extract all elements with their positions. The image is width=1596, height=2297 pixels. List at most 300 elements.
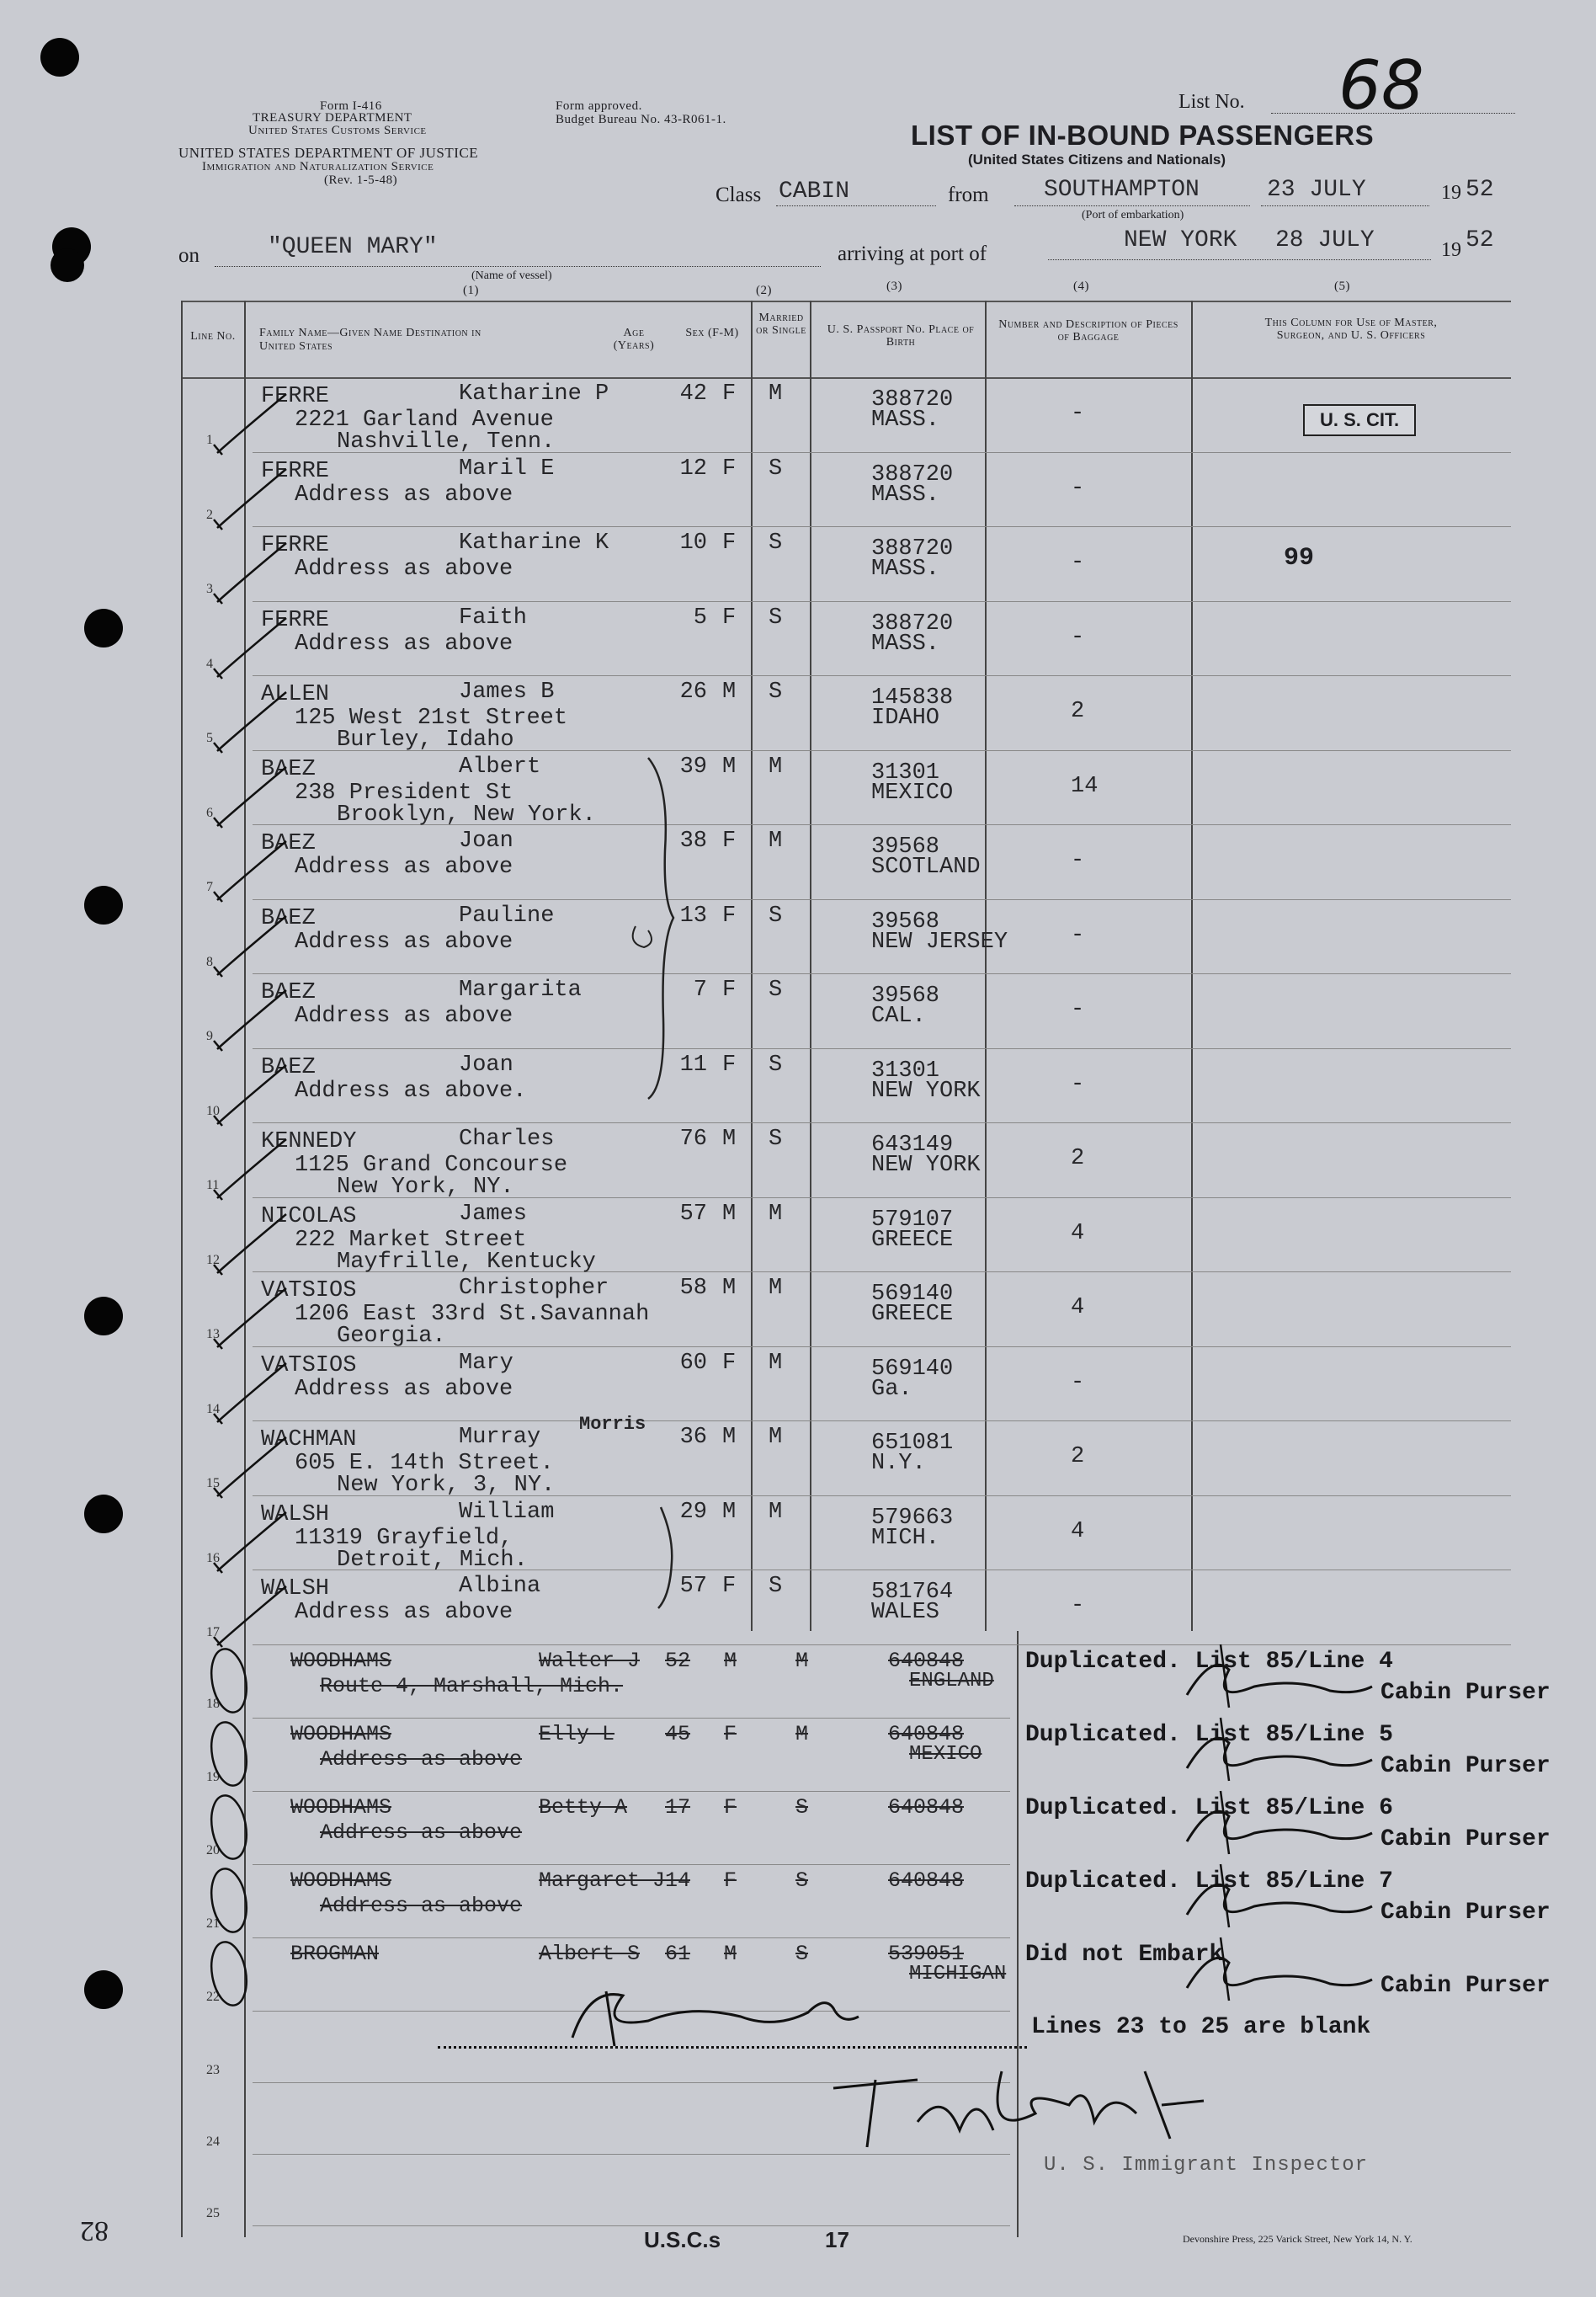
given-name: James B: [459, 680, 555, 705]
address-struck: Address as above: [320, 1893, 523, 1918]
sex-struck: M: [724, 1648, 737, 1673]
line-number: 8: [206, 954, 213, 969]
check-mark: [202, 386, 295, 461]
marital-status: M: [769, 1499, 783, 1525]
marital-status: S: [769, 605, 783, 631]
baggage: 2: [1071, 699, 1085, 724]
check-mark: [202, 1355, 295, 1431]
sex: M: [722, 680, 737, 705]
immigration-service: Immigration and Naturalization Service: [202, 160, 434, 173]
line-number: 22: [206, 1989, 220, 2004]
cancel-circle-mark: [195, 1640, 271, 1720]
arriving-port: NEW YORK: [1124, 227, 1237, 253]
age: 26: [679, 680, 707, 705]
line-number: 25: [206, 2205, 220, 2220]
age-struck: 17: [665, 1794, 691, 1820]
place-of-birth: MASS.: [871, 631, 940, 657]
given-name: Katharine P: [459, 381, 609, 407]
age: 39: [679, 754, 707, 780]
header-passport: U. S. Passport No. Place of Birth: [827, 323, 975, 349]
passport-number: 31301: [871, 759, 940, 786]
list-no-label: List No.: [1178, 91, 1245, 113]
place-of-birth: CAL.: [871, 1004, 926, 1029]
check-mark: [202, 1131, 295, 1207]
passport-number: 651081: [871, 1431, 954, 1456]
from-year-prefix: 19: [1441, 182, 1461, 204]
walsh-bracket: [648, 1503, 690, 1612]
header-name: Family Name—Given Name Destination in United States: [259, 327, 481, 353]
given-name: Faith: [459, 605, 528, 631]
sex: F: [722, 1052, 737, 1078]
header-baggage: Number and Description of Pieces of Baggage: [998, 318, 1178, 344]
col-marker-4: (4): [1073, 280, 1089, 293]
sex-struck: F: [724, 1721, 737, 1746]
marital-status: S: [769, 1574, 783, 1599]
marital-status: M: [769, 1276, 783, 1301]
family-name: BAEZ: [261, 905, 316, 931]
marital-status-struck: S: [795, 1868, 809, 1893]
baggage: 14: [1071, 773, 1099, 799]
passport-number: 579107: [871, 1207, 954, 1233]
age: 10: [679, 530, 707, 556]
address-line-1: Address as above: [295, 1004, 513, 1029]
baggage: -: [1071, 1593, 1085, 1618]
baggage: -: [1071, 624, 1085, 650]
marital-status: S: [769, 1052, 783, 1078]
row-separator: [253, 675, 1511, 676]
address-line-2: New York, 3, NY.: [337, 1473, 556, 1498]
family-bracket: [623, 749, 690, 1103]
family-name-struck: BROGMAN: [290, 1941, 380, 1966]
address-line-2: Detroit, Mich.: [337, 1547, 528, 1573]
inspector-signature: [817, 2055, 1237, 2156]
given-name: Joan: [459, 829, 513, 854]
family-name: VATSIOS: [261, 1352, 357, 1378]
place-of-birth: NEW YORK: [871, 1153, 981, 1178]
check-mark: [202, 610, 295, 685]
purser-initials: [1162, 1636, 1381, 1712]
check-mark: [202, 461, 295, 536]
passport-number: 643149: [871, 1133, 954, 1158]
line-number: 14: [206, 1401, 220, 1416]
line-number: 4: [206, 656, 213, 671]
address-line-1: Address as above.: [295, 1078, 527, 1104]
header-age: Age (Years): [613, 327, 655, 352]
passport-number: 388720: [871, 610, 954, 637]
col-divider: [985, 301, 987, 1631]
sex: M: [722, 1499, 737, 1525]
check-mark: [202, 982, 295, 1058]
given-name: James: [459, 1201, 528, 1227]
line-number: 2: [206, 507, 213, 522]
passport-number: 39568: [871, 909, 940, 935]
family-name-struck: WOODHAMS: [290, 1721, 392, 1746]
marital-status: S: [769, 978, 783, 1003]
family-name: WALSH: [261, 1501, 330, 1527]
address-line-2: Mayfrille, Kentucky: [337, 1249, 596, 1275]
line-number: 3: [206, 582, 213, 596]
age: 12: [679, 456, 707, 482]
marital-status: S: [769, 530, 783, 556]
address-line-1: 1206 East 33rd St.Savannah: [295, 1302, 650, 1327]
given-name: Pauline: [459, 903, 555, 929]
from-value: SOUTHAMPTON: [1044, 177, 1200, 203]
baggage: -: [1071, 922, 1085, 948]
family-name: KENNEDY: [261, 1129, 357, 1154]
line-number: 16: [206, 1550, 220, 1565]
baggage: -: [1071, 475, 1085, 501]
baggage: -: [1071, 848, 1085, 873]
port-note: (Port of embarkation): [1082, 209, 1184, 221]
punch-hole: [84, 1297, 123, 1335]
punch-hole: [84, 609, 123, 648]
class-label: Class: [716, 184, 762, 206]
passport-number: 145838: [871, 685, 954, 711]
sex: F: [722, 1574, 737, 1599]
place-of-birth: NEW JERSEY: [871, 929, 1008, 955]
header-sex: Sex (F-M): [685, 327, 739, 339]
place-of-birth: MASS.: [871, 408, 940, 433]
baggage: 2: [1071, 1146, 1085, 1171]
col-marker-1: (1): [463, 284, 479, 297]
punch-hole: [51, 248, 84, 282]
punch-hole: [84, 886, 123, 925]
col-divider: [181, 301, 183, 2237]
passport-struck: 539051: [888, 1941, 965, 1966]
header-line-no: Line No.: [190, 330, 236, 343]
sex-struck: F: [724, 1794, 737, 1820]
from-year: 52: [1466, 177, 1494, 203]
col-marker-2: (2): [756, 284, 772, 297]
check-mark: [202, 1429, 295, 1505]
sex: F: [722, 1350, 737, 1376]
place-of-birth: WALES: [871, 1600, 940, 1625]
baggage: 4: [1071, 1295, 1085, 1320]
marital-status: M: [769, 754, 783, 780]
given-name: Joan: [459, 1052, 513, 1078]
from-line: [1014, 205, 1250, 206]
passport-number: 31301: [871, 1058, 940, 1084]
sex: F: [722, 456, 737, 482]
header-bottom-rule: [181, 377, 1511, 379]
marital-status: M: [769, 1350, 783, 1376]
address-line-1: 222 Market Street: [295, 1227, 527, 1253]
purser-label: Cabin Purser: [1381, 1825, 1551, 1852]
passport-number: 581764: [871, 1580, 954, 1605]
row-separator: [253, 601, 1511, 602]
given-name-struck: Walter J: [539, 1648, 641, 1673]
sex: M: [722, 1425, 737, 1450]
address-struck: Address as above: [320, 1746, 523, 1772]
check-mark: [202, 1504, 295, 1580]
passport-struck: 640848: [888, 1868, 965, 1893]
class-line: [776, 205, 936, 206]
birth-struck: ENGLAND: [909, 1669, 994, 1692]
baggage: -: [1071, 401, 1085, 426]
officer-mark: 99: [1284, 544, 1315, 573]
line-number: 1: [206, 433, 213, 447]
baggage: -: [1071, 1071, 1085, 1097]
marital-status: M: [769, 1201, 783, 1227]
family-name-struck: WOODHAMS: [290, 1648, 392, 1673]
duplicate-remark: Duplicated. List 85/Line 5: [1025, 1721, 1393, 1748]
from-label: from: [948, 184, 989, 206]
marital-status: S: [769, 903, 783, 929]
family-name-struck: WOODHAMS: [290, 1794, 392, 1820]
purser-label: Cabin Purser: [1381, 1752, 1551, 1779]
treasury-dept: TREASURY DEPARTMENT: [253, 111, 412, 125]
passport-number: 39568: [871, 834, 940, 860]
header-officers: This Column for Use of Master, Surgeon, and U. S. Officers: [1264, 317, 1438, 342]
line-number: 20: [206, 1842, 220, 1857]
col-marker-3: (3): [886, 280, 902, 293]
given-name: Mary: [459, 1350, 513, 1376]
family-name: BAEZ: [261, 980, 316, 1005]
address-line-1: 11319 Grayfield,: [295, 1525, 513, 1551]
family-name-struck: WOODHAMS: [290, 1868, 392, 1893]
list-no-value: 68: [1338, 46, 1424, 125]
place-of-birth: MASS.: [871, 557, 940, 582]
row-separator: [253, 1937, 1010, 1938]
sex: M: [722, 1276, 737, 1301]
baggage: 2: [1071, 1444, 1085, 1469]
vessel-line: [215, 266, 821, 267]
place-of-birth: GREECE: [871, 1227, 954, 1253]
sex: F: [722, 829, 737, 854]
given-name-struck: Albert S: [539, 1941, 641, 1966]
family-name: BAEZ: [261, 756, 316, 782]
line-number: 18: [206, 1696, 220, 1711]
row-separator: [253, 973, 1511, 974]
sex: F: [722, 605, 737, 631]
passport-struck: 640848: [888, 1648, 965, 1673]
birth-struck: MICHIGAN: [909, 1962, 1007, 1985]
duplicate-remark: Duplicated. List 85/Line 6: [1025, 1794, 1393, 1821]
age: 13: [679, 903, 707, 929]
page-subtitle: (United States Citizens and Nationals): [968, 152, 1226, 168]
budget-bureau: Budget Bureau No. 43-R061-1.: [556, 113, 726, 126]
address-line-1: 1125 Grand Concourse: [295, 1153, 568, 1178]
row-separator: [253, 526, 1511, 527]
punch-hole: [84, 1970, 123, 2009]
row-separator: [253, 899, 1511, 900]
marital-status: S: [769, 1127, 783, 1152]
inspector-title: U. S. Immigrant Inspector: [1044, 2154, 1369, 2177]
header-married: Married or Single: [756, 312, 806, 337]
family-name: ALLEN: [261, 682, 330, 707]
duplicate-remark: Duplicated. List 85/Line 4: [1025, 1648, 1393, 1675]
family-name: FERRE: [261, 384, 330, 409]
purser-label: Cabin Purser: [1381, 1899, 1551, 1926]
check-mark: [202, 833, 295, 909]
col-marker-5: (5): [1334, 280, 1350, 293]
row-separator: [253, 1420, 1511, 1421]
family-name: NICOLAS: [261, 1203, 357, 1229]
family-name: BAEZ: [261, 831, 316, 856]
arriving-year: 52: [1466, 227, 1494, 253]
row-separator: [253, 1718, 1010, 1719]
place-of-birth: SCOTLAND: [871, 855, 981, 880]
from-date: 23 JULY: [1267, 177, 1366, 203]
family-name: WALSH: [261, 1576, 330, 1602]
line-number: 11: [206, 1178, 220, 1192]
col-divider: [810, 301, 811, 1631]
age: 76: [679, 1127, 707, 1152]
vessel-name: "QUEEN MARY": [268, 234, 438, 260]
passport-number: 569140: [871, 1356, 954, 1382]
on-label: on: [178, 244, 200, 267]
given-name: Murray: [459, 1425, 541, 1450]
punch-hole: [40, 38, 79, 77]
check-mark: [202, 1206, 295, 1282]
address-line-1: 605 E. 14th Street.: [295, 1451, 554, 1476]
given-name: Albert: [459, 754, 541, 780]
age: 11: [679, 1052, 707, 1078]
age: 57: [679, 1574, 707, 1599]
passport-number: 388720: [871, 536, 954, 562]
sex: F: [722, 530, 737, 556]
line-number: 12: [206, 1252, 220, 1267]
line-number: 6: [206, 805, 213, 820]
place-of-birth: MASS.: [871, 482, 940, 508]
sex: M: [722, 754, 737, 780]
family-name: VATSIOS: [261, 1278, 357, 1303]
col-divider: [751, 301, 753, 1631]
family-name: FERRE: [261, 607, 330, 633]
age: 42: [679, 381, 707, 407]
birth-struck: MEXICO: [909, 1742, 982, 1766]
given-name: Christopher: [459, 1276, 609, 1301]
table-top-rule: [181, 301, 1511, 302]
purser-initials: [1162, 1783, 1381, 1858]
sex: F: [722, 978, 737, 1003]
address-line-1: Address as above: [295, 482, 513, 508]
baggage: 4: [1071, 1518, 1085, 1544]
check-mark: [202, 684, 295, 759]
address-line-1: Address as above: [295, 855, 513, 880]
given-name-struck: Margaret J: [539, 1868, 666, 1893]
line-number: 21: [206, 1916, 220, 1931]
class-value: CABIN: [779, 179, 850, 205]
age: 57: [679, 1201, 707, 1227]
address-line-1: Address as above: [295, 1600, 513, 1625]
baggage: -: [1071, 997, 1085, 1022]
place-of-birth: IDAHO: [871, 706, 940, 731]
sex: F: [722, 903, 737, 929]
arriving-year-prefix: 19: [1441, 239, 1461, 261]
sex-struck: F: [724, 1868, 737, 1893]
line-number: 15: [206, 1476, 220, 1490]
us-citizen-stamp: U. S. CIT.: [1303, 404, 1416, 436]
footer-center: U.S.C.s: [644, 2227, 721, 2252]
address-line-1: Address as above: [295, 631, 513, 657]
check-mark: [202, 759, 295, 834]
given-name-struck: Elly L: [539, 1721, 615, 1746]
line-number: 7: [206, 880, 213, 894]
purser-label: Cabin Purser: [1381, 1972, 1551, 1999]
purser-initials: [1162, 1709, 1381, 1785]
given-name: Albina: [459, 1574, 541, 1599]
marital-status: S: [769, 456, 783, 482]
punch-hole: [84, 1495, 123, 1533]
age: 36: [679, 1425, 707, 1450]
purser-signature: [522, 1970, 875, 2055]
passport-number: 388720: [871, 461, 954, 488]
place-of-birth: NEW YORK: [871, 1078, 981, 1104]
form-revision: (Rev. 1-5-48): [324, 173, 398, 187]
age-struck: 14: [665, 1868, 691, 1893]
blank-lines-note: Lines 23 to 25 are blank: [1031, 2014, 1371, 2040]
from-date-line: [1261, 205, 1429, 206]
arriving-label: arriving at port of: [838, 242, 987, 265]
marital-status-struck: S: [795, 1794, 809, 1820]
family-name: WACHMAN: [261, 1427, 357, 1452]
address-struck: Address as above: [320, 1820, 523, 1845]
address-line-1: 2221 Garland Avenue: [295, 408, 554, 433]
duplicate-remark: Did not Embark: [1025, 1941, 1224, 1968]
check-mark: [202, 908, 295, 983]
arriving-line: [1048, 259, 1431, 260]
justice-dept: UNITED STATES DEPARTMENT OF JUSTICE: [178, 145, 479, 161]
cancel-circle-mark: [195, 1713, 271, 1793]
row-separator: [253, 1864, 1010, 1865]
line-number: 9: [206, 1029, 213, 1043]
address-line-2: Brooklyn, New York.: [337, 802, 596, 828]
address-line-1: Address as above: [295, 929, 513, 955]
place-of-birth: MEXICO: [871, 780, 954, 806]
address-line-2: Burley, Idaho: [337, 727, 514, 753]
address-line-2: New York, NY.: [337, 1175, 514, 1200]
age: 29: [679, 1499, 707, 1525]
age: 58: [679, 1276, 707, 1301]
baggage: -: [1071, 550, 1085, 575]
page-title: LIST OF IN-BOUND PASSENGERS: [911, 120, 1375, 151]
age: 38: [679, 829, 707, 854]
given-name: Maril E: [459, 456, 555, 482]
arriving-date: 28 JULY: [1275, 227, 1375, 253]
address-line-2: Georgia.: [337, 1324, 446, 1349]
marital-status-struck: S: [795, 1941, 809, 1966]
age-struck: 52: [665, 1648, 691, 1673]
family-name: FERRE: [261, 458, 330, 484]
purser-label: Cabin Purser: [1381, 1679, 1551, 1706]
marital-status-struck: M: [795, 1648, 809, 1673]
given-name-struck: Betty A: [539, 1794, 628, 1820]
passport-struck: 640848: [888, 1794, 965, 1820]
age-struck: 45: [665, 1721, 691, 1746]
passport-number: 39568: [871, 983, 940, 1009]
given-name: Charles: [459, 1127, 555, 1152]
line-number: 23: [206, 2062, 220, 2077]
age-struck: 61: [665, 1941, 691, 1966]
given-name-correction: Morris: [579, 1414, 646, 1435]
age: 7: [693, 978, 707, 1003]
vessel-note: (Name of vessel): [471, 269, 552, 282]
cancel-circle-mark: [195, 1933, 271, 2013]
footer-left-mark: 82: [80, 2215, 109, 2246]
row-separator: [253, 1048, 1511, 1049]
form-number: Form I-416: [320, 99, 382, 113]
sex-struck: M: [724, 1941, 737, 1966]
footer-press: Devonshire Press, 225 Varick Street, New York 14, N. Y.: [1183, 2233, 1412, 2245]
marital-status: M: [769, 829, 783, 854]
marital-status: S: [769, 680, 783, 705]
cancel-circle-mark: [195, 1787, 271, 1867]
baggage: 4: [1071, 1220, 1085, 1246]
address-line-1: Address as above: [295, 557, 513, 582]
place-of-birth: N.Y.: [871, 1451, 926, 1476]
address-struck: Route 4, Marshall, Mich.: [320, 1673, 624, 1698]
